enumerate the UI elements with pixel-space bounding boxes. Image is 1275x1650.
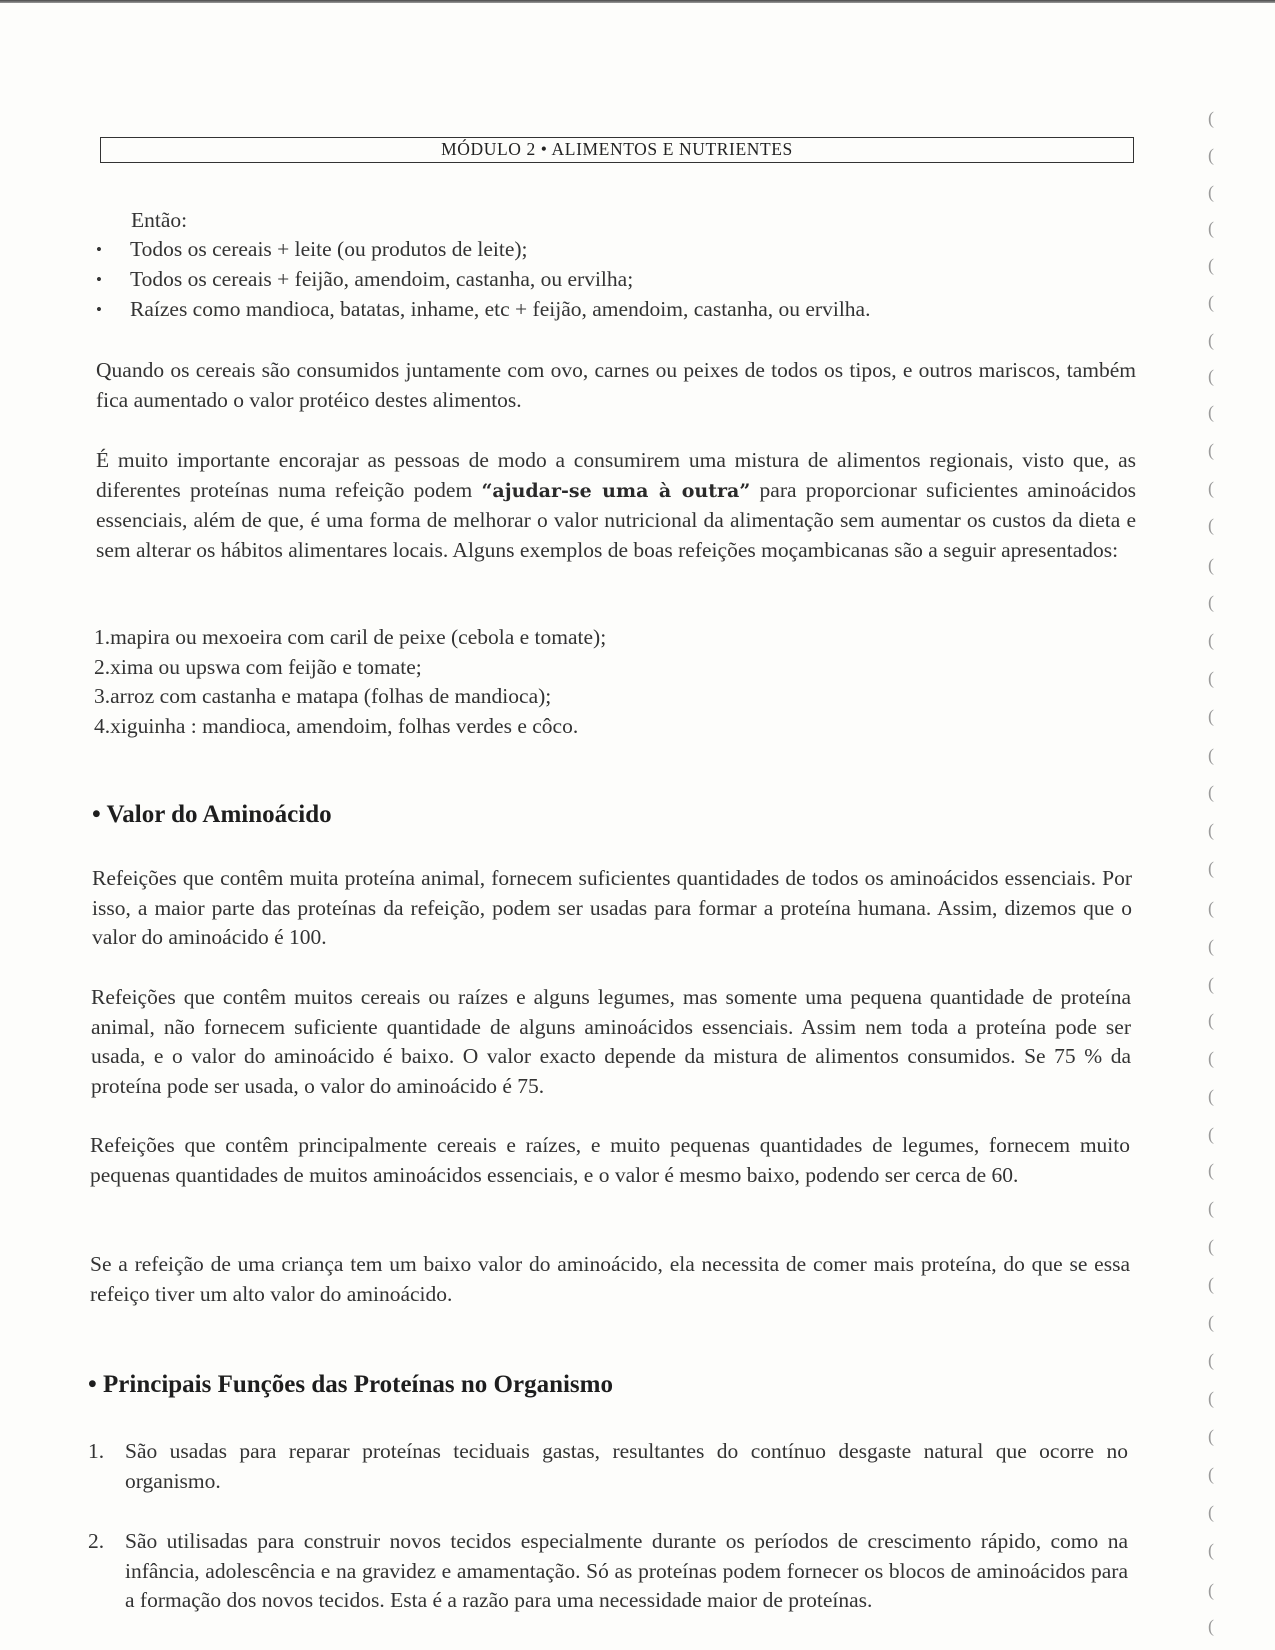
emphasis-text: “ajudar-se uma à outra” [481,479,751,502]
list-item: 3.arroz com castanha e matapa (folhas de mandioca); [94,684,552,708]
paragraph-amino-3: Refeições que contêm principalmente cereais e raízes, e muito pequenas quantidades de legumes, fornecem muito pequenas quantidades de muitos aminoácidos essenciais, e o valor é mesmo baixo, podendo ser cerca de 60. [90,1133,1130,1187]
paragraph-amino-2: Refeições que contêm muitos cereais ou raízes e alguns legumes, mas somente uma pequena quantidade de proteína animal, não fornecem suficiente quantidade de alguns aminoácidos essenciais. Assim nem toda a proteína pode ser usada, e o valor do aminoácido é baixo. O valor exacto depende da mistura de alimentos consumidos. Se 75 % da proteína pode ser usada, o valor do aminoácido é 75. [91,985,1131,1098]
section-heading-amino-value: • Valor do Aminoácido [92,801,332,828]
scan-edge [0,0,1275,3]
list-number: 1. [88,1439,105,1463]
paragraph-text: para proporcionar suficientes aminoácidos essenciais, além de que, é uma forma de melhorar o valor nutricional da alimentação sem aumentar os custos da dieta e sem alterar os hábitos alimentares locais. Alguns exemplos de boas refeições moçambicanas são a seguir apresentados: [96,477,1137,562]
list-item: • Todos os cereais + feijão, amendoim, castanha, ou ervilha; [96,265,1136,295]
list-item: 2.xima ou upswa com feijão e tomate; [94,654,422,679]
intro-bullet-list [96,235,1136,324]
paragraph-cereals: Quando os cereais são consumidos juntamente com ovo, carnes ou peixes de todos os tipos, e outros mariscos, também fica aumentado o valor protéico destes alimentos. [96,358,1136,412]
list-item: 4.xiguinha : mandioca, amendoim, folhas verdes e côco. [94,713,579,738]
list-item: • Raízes como mandioca, batatas, inhame, etc + feijão, amendoim, castanha, ou ervilha. [96,295,1136,325]
meal-examples-list [94,623,606,741]
list-item: 1.mapira ou mexoeira com caril de peixe (cebola e tomate); [94,625,607,649]
binding-hole-marks: ( ( ( ( ( ( ( ( ( ( ( ( ( ( ( ( ( ( ( ( ( ( ( ( ( ( ( ( ( ( ( ( ( ( ( ( ( ( ( ( ( [1208,108,1214,1636]
module-header: MÓDULO 2 • ALIMENTOS E NUTRIENTES [100,137,1134,163]
list-text: São usadas para reparar proteínas teciduais gastas, resultantes do contínuo desgaste natural que ocorre no organismo. [125,1439,1128,1493]
list-text: São utilisadas para construir novos tecidos especialmente durante os períodos de crescimento rápido, como na infância, adolescência e na gravidez e amamentação. Só as proteínas podem fornecer os blocos de aminoácidos para a formação dos novos tecidos. Esta é a razão para uma necessidade maior de proteínas. [125,1529,1128,1612]
paragraph-amino-4: Se a refeição de uma criança tem um baixo valor do aminoácido, ela necessita de comer mais proteína, do que se essa refeiço tiver um alto valor do aminoácido. [90,1252,1130,1306]
paragraph-mixture [96,446,1136,565]
list-item: • Todos os cereais + leite (ou produtos de leite); [96,235,1136,265]
paragraph-text: É muito importante encorajar as pessoas de modo a consumirem uma mistura de alimentos regionais, visto que, as diferentes proteínas numa refeição podem [96,448,1136,502]
section-heading-protein-functions: • Principais Funções das Proteínas no Organismo [88,1371,613,1398]
list-number: 2. [88,1529,105,1553]
intro-lead: Então: [131,208,188,232]
paragraph-amino-1: Refeições que contêm muita proteína animal, fornecem suficientes quantidades de todos os aminoácidos essenciais. Por isso, a maior parte das proteínas da refeição, podem ser usadas para formar a proteína humana. Assim, dizemos que o valor do aminoácido é 100. [92,866,1132,949]
list-item [88,1527,1128,1616]
list-item [88,1437,1128,1496]
